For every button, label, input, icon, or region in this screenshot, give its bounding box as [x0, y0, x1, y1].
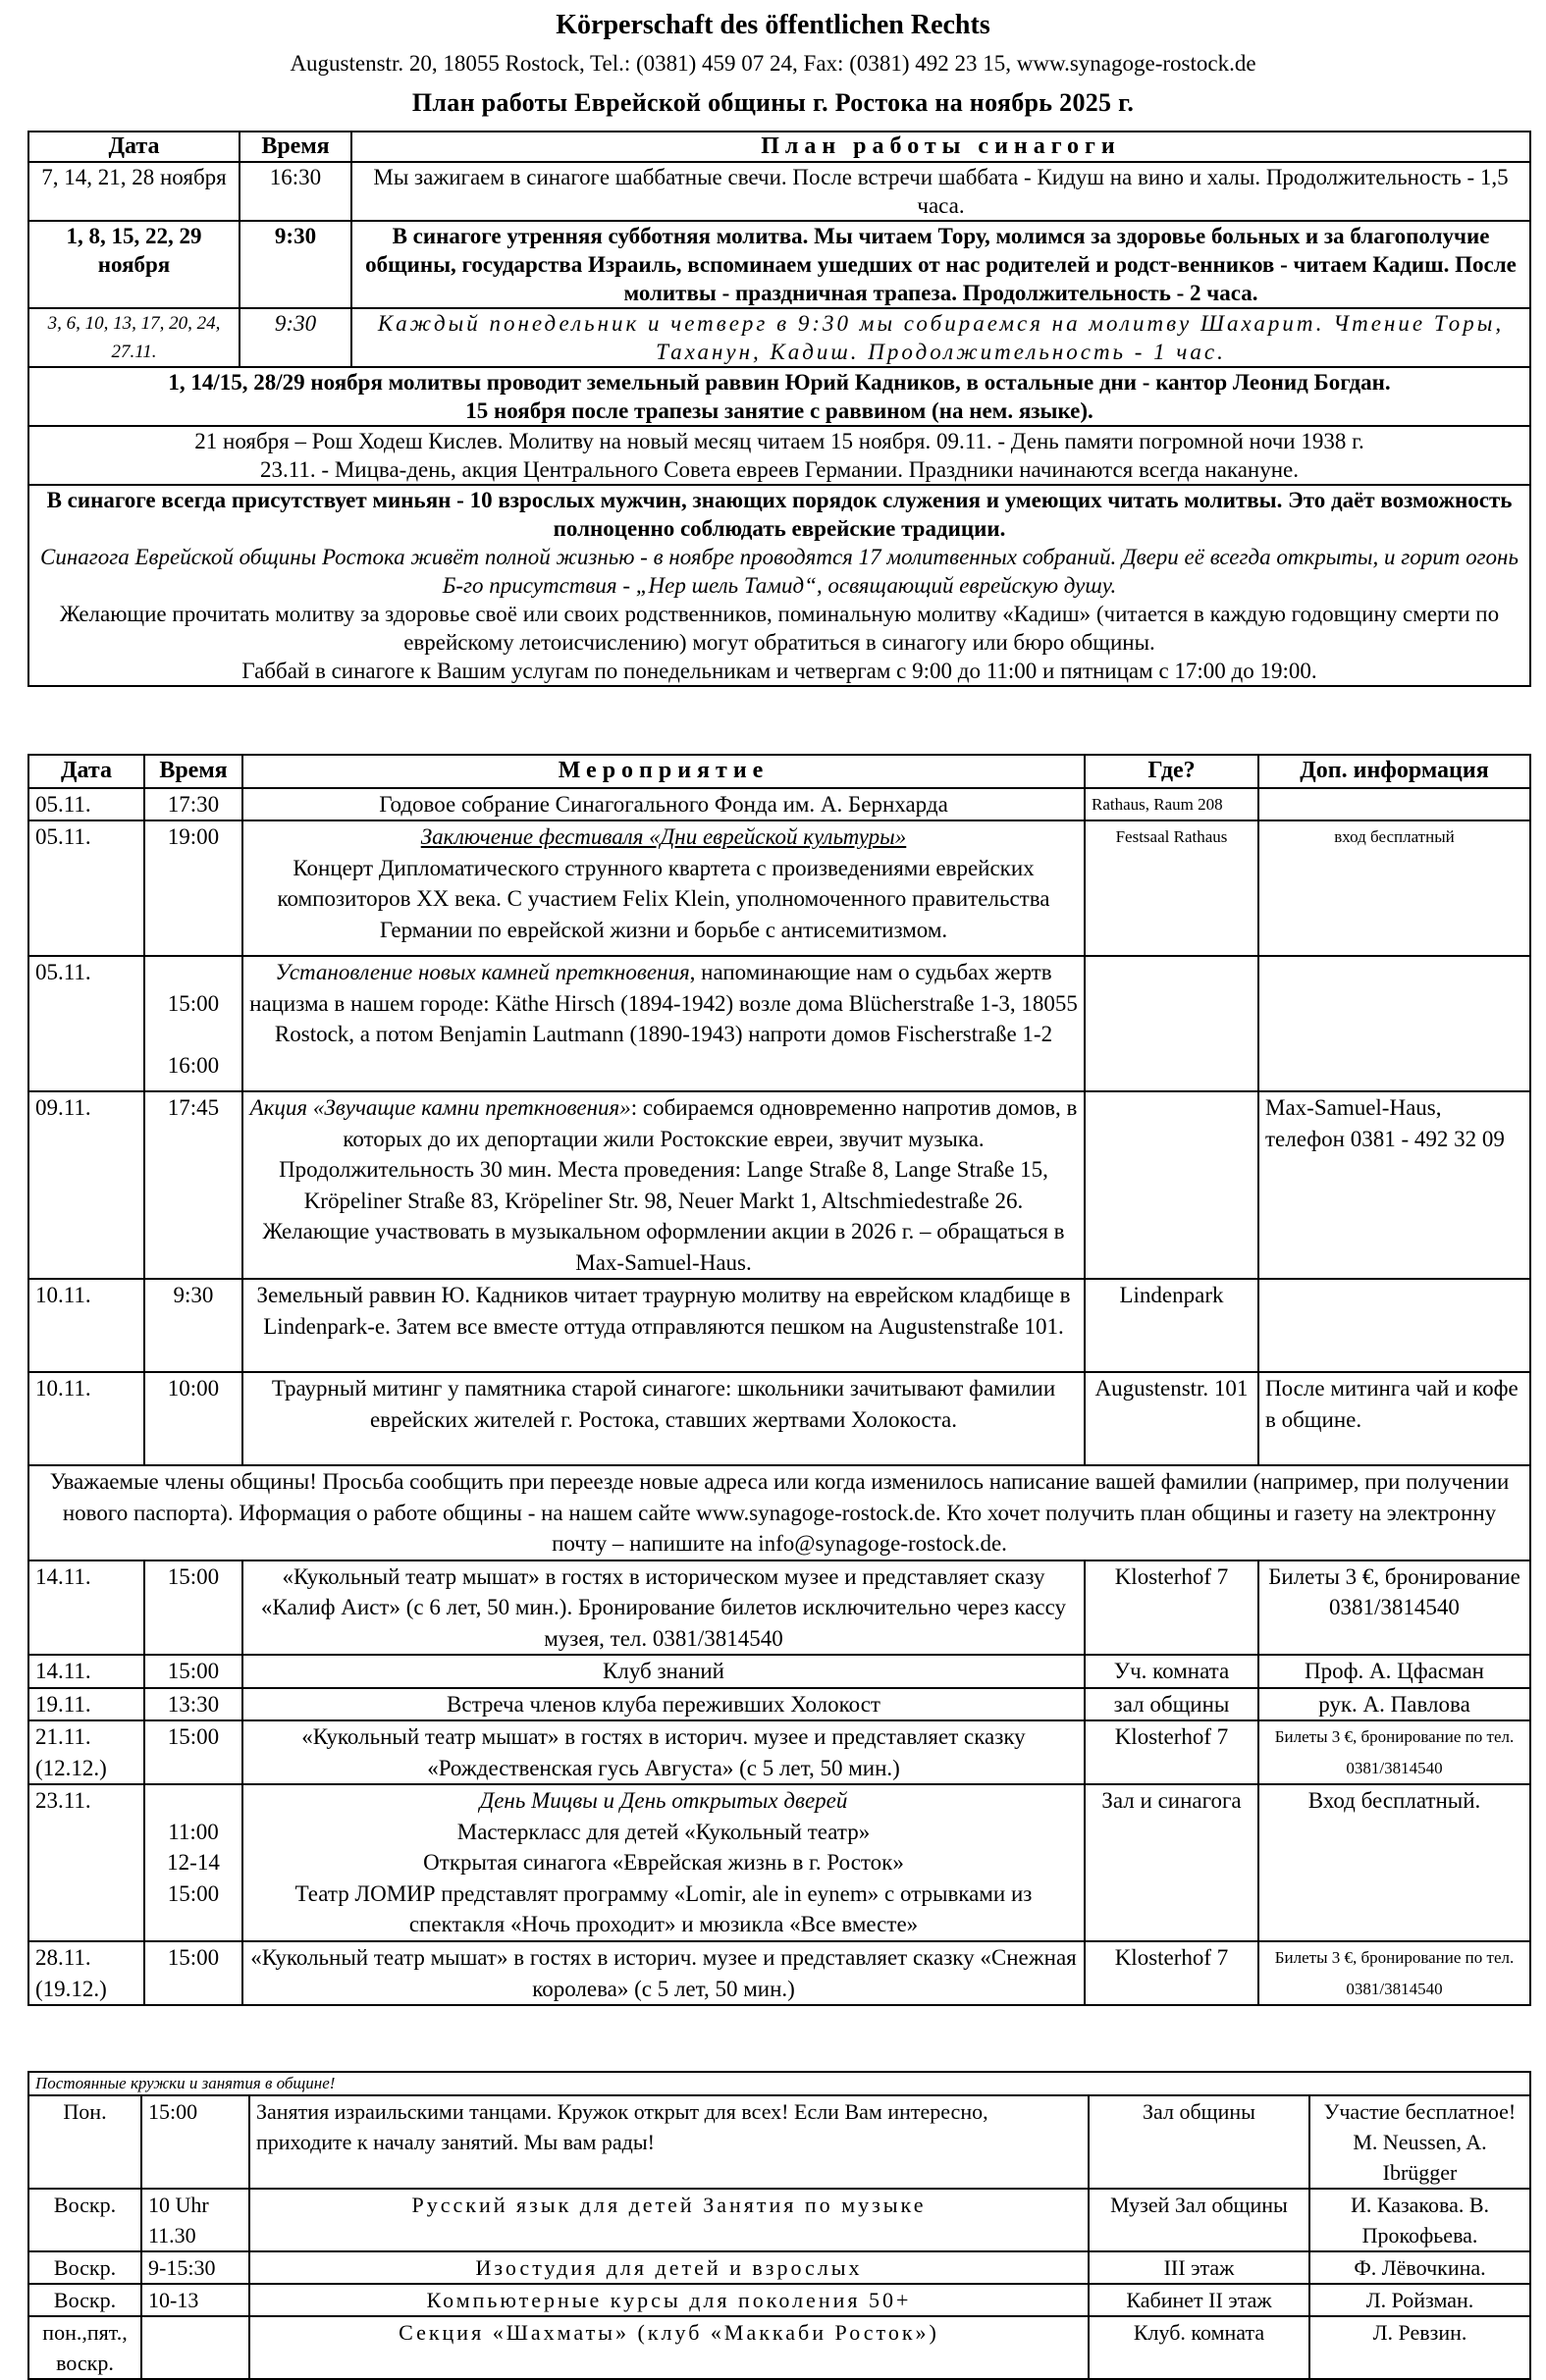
event-date: 14.11. [28, 1560, 144, 1656]
service-description: В синагоге утренняя субботняя молитва. Мы читаем Тору, молимся за здоровье больных и за благополучие общины, государства Израиль, вспоминаем ушедших от нас родителей и родст-венников - читаем Кадиш. После молитвы - праздничная трапеза. Продолжительность - 2 часа. [351, 221, 1530, 308]
event-description [242, 1720, 1085, 1784]
event-text: Открытая синагога «Еврейская жизнь в г. Росток» [423, 1850, 904, 1875]
table-row [28, 788, 1530, 821]
event-time-cell [144, 1784, 242, 1941]
event-description [242, 956, 1085, 1091]
activity-day: Воскр. [28, 2251, 141, 2284]
rabbi-lesson-note: 15 ноября после трапезы занятие с раввином (на нем. языке). [465, 398, 1093, 423]
service-date: 3, 6, 10, 13, 17, 20, 24, 27.11. [28, 308, 240, 367]
table-row [28, 2251, 1530, 2284]
table-row [28, 1720, 1530, 1784]
event-time-cell [144, 956, 242, 1091]
activity-leader: Л. Ройзман. [1309, 2284, 1530, 2316]
event-time [151, 1785, 236, 1817]
service-time: 16:30 [240, 162, 351, 221]
event-time: 13:30 [167, 1691, 220, 1717]
event-time-cell [144, 1279, 242, 1372]
service-time: 9:30 [240, 308, 351, 367]
activity-leader: И. Казакова. В. Прокофьева. [1309, 2189, 1530, 2251]
event-title: День Мицвы и День открытых дверей [479, 1788, 848, 1813]
kaddish-note: Желающие прочитать молитву за здоровье своё или своих родственников, поминальную молитву «Кадиш» (читается в каждую годовщину смерти по еврейскому летоисчислению) могут обратиться в синагогу или бюро общины. [59, 602, 1500, 655]
event-time: 10:00 [167, 1376, 220, 1401]
event-date: 05.11. [28, 820, 144, 956]
activity-location: Клуб. комната [1089, 2316, 1309, 2379]
activity-location: Музей Зал общины [1089, 2189, 1309, 2251]
event-location: Klosterhof 7 [1085, 1560, 1258, 1656]
event-time: 15:00 [167, 990, 220, 1016]
event-location: Klosterhof 7 [1085, 1941, 1258, 2005]
activity-location: III этаж [1089, 2251, 1309, 2284]
event-date: 05.11. [28, 956, 144, 1091]
event-time: 15:00 [167, 1724, 220, 1749]
event-text: : собираемся одновременно напротив домов, в которых до их депортации жили Ростокские евреи, звучит музыка. Продолжительность 30 мин. Места проведения: Lange Straße 8, Lange Straße 15, Kröpeliner Straße 83, Kröpeliner Str. 98, Neuer Markt 1, Altschmiedestraße 26. Желающие участвовать в музыкальном оформлении акции в 2026 г. – обращаться в Max-Samuel-Haus. [262, 1095, 1078, 1275]
event-time-cell [144, 1372, 242, 1465]
table-row [28, 820, 1530, 956]
event-description [242, 1279, 1085, 1372]
event-text: , напоминающие нам о судьбах жертв нацизма в нашем городе: Käthe Hirsch (1894-1942) возле дома Blücherstraße 1-3, 18055 Rostock, а потом Benjamin Lautmann (1890-1943) напроти домов Fischerstraße 1-2 [249, 960, 1078, 1046]
weekly-caption: Постоянные кружки и занятия в общине! [28, 2072, 1530, 2095]
rabbi-note-cell [28, 367, 1530, 426]
event-description [242, 1784, 1085, 1941]
weekly-table-body [28, 2072, 1530, 2379]
table-row [28, 2316, 1530, 2379]
table-row [28, 367, 1530, 426]
event-description [242, 788, 1085, 821]
event-extra-info [1258, 1279, 1530, 1372]
event-text: «Кукольный театр мышат» в гостях в историч. музее и представляет сказку «Рождественская гусь Августа» (с 5 лет, 50 мин.) [301, 1724, 1026, 1780]
event-time: 15:00 [167, 1945, 220, 1970]
event-time: 15:00 [167, 1659, 220, 1683]
event-text: Траурный митинг у памятника старой синагоге: школьники зачитывают фамилии еврейских жителей г. Ростока, ставших жертвами Холокоста. [271, 1376, 1056, 1432]
column-header-event: Мероприятие [242, 755, 1085, 788]
event-text: Земельный раввин Ю. Кадников читает траурную молитву на еврейском кладбище в Lindenpark-е. Затем все вместе оттуда отправляются пешком на Augustenstraße 101. [256, 1283, 1071, 1339]
column-header-info: Доп. информация [1258, 755, 1530, 788]
activity-day: пон.,пят., воскр. [28, 2316, 141, 2379]
holidays-note: 23.11. - Мицва-день, акция Центрального Совета евреев Германии. Праздники начинаются всегда накануне. [260, 457, 1299, 482]
activity-name: Изостудия для детей и взрослых [249, 2251, 1089, 2284]
gabbai-note: Габбай в синагоге к Вашим услугам по понедельникам и четвергам с 9:00 до 11:00 и пятницам с 17:00 до 19:00. [241, 659, 1317, 683]
event-time: 15:00 [167, 1880, 220, 1906]
events-table-body [28, 788, 1530, 2006]
event-location: зал общины [1085, 1688, 1258, 1721]
event-time-cell [144, 1655, 242, 1688]
activity-time: 10-13 [141, 2284, 249, 2316]
table-row [28, 308, 1530, 367]
event-extra-info: Билеты 3 €, бронирование 0381/3814540 [1258, 1560, 1530, 1656]
event-date: 09.11. [28, 1091, 144, 1279]
table-header-row [28, 132, 1530, 162]
event-time-cell [144, 1941, 242, 2005]
table-row [28, 426, 1530, 485]
column-header-where: Где? [1085, 755, 1258, 788]
table-header-row [28, 755, 1530, 788]
holidays-cell [28, 426, 1530, 485]
event-extra-info: Билеты 3 €, бронирование по тел. 0381/3814540 [1258, 1720, 1530, 1784]
activity-name: Занятия израильскими танцами. Кружок открыт для всех! Если Вам интересно, приходите к началу занятий. Мы вам рады! [249, 2095, 1089, 2189]
event-title: Установление новых камней преткновения [275, 960, 690, 984]
event-text: Годовое собрание Синагогального Фонда им. А. Бернхарда [379, 791, 948, 817]
event-time [151, 1019, 236, 1050]
info-cell [28, 485, 1530, 686]
organization-address: Augustenstr. 20, 18055 Rostock, Tel.: (0381) 459 07 24, Fax: (0381) 492 23 15, www.synagoge-rostock.de [290, 51, 1256, 76]
event-extra-info [1258, 956, 1530, 1091]
column-header-date: Дата [28, 132, 240, 162]
event-location: Klosterhof 7 [1085, 1720, 1258, 1784]
table-row [28, 1465, 1530, 1560]
event-date: 28.11. (19.12.) [28, 1941, 144, 2005]
activity-leader: Л. Ревзин. [1309, 2316, 1530, 2379]
activity-name: Русский язык для детей Занятия по музыке [249, 2189, 1089, 2251]
event-time: 19:00 [167, 824, 220, 849]
event-date: 05.11. [28, 788, 144, 821]
table-row [28, 1372, 1530, 1465]
event-location: Rathaus, Raum 208 [1085, 788, 1258, 821]
event-time-cell [144, 1091, 242, 1279]
table-row [28, 221, 1530, 308]
event-description [242, 1655, 1085, 1688]
event-extra-info: рук. А. Павлова [1258, 1688, 1530, 1721]
event-date: 10.11. [28, 1279, 144, 1372]
event-description [242, 1560, 1085, 1656]
event-time: 11:00 [168, 1819, 219, 1844]
event-location: Augustenstr. 101 [1085, 1372, 1258, 1465]
weekly-activities-table [27, 2071, 1531, 2380]
event-title: Акция «Звучащие камни преткновения» [249, 1095, 631, 1120]
event-time: 15:00 [167, 1563, 220, 1589]
event-date: 19.11. [28, 1688, 144, 1721]
activity-leader: Участие бесплатное! M. Neussen, A. Ibrügger [1309, 2095, 1530, 2189]
event-description [242, 1941, 1085, 2005]
activity-location: Кабинет II этаж [1089, 2284, 1309, 2316]
table-row [28, 1560, 1530, 1656]
event-extra-info: Билеты 3 €, бронирование по тел. 0381/3814540 [1258, 1941, 1530, 2005]
event-text: Мастеркласс для детей «Кукольный театр» [456, 1819, 871, 1844]
event-extra-info: вход бесплатный [1258, 820, 1530, 956]
event-date: 23.11. [28, 1784, 144, 1941]
rabbi-note: 1, 14/15, 28/29 ноября молитвы проводит земельный раввин Юрий Кадников, в остальные дни - кантор Леонид Богдан. [168, 370, 1391, 395]
service-time: 9:30 [240, 221, 351, 308]
activity-location: Зал общины [1089, 2095, 1309, 2189]
organization-name: Körperschaft des öffentlichen Rechts [556, 10, 990, 40]
table-row [28, 1941, 1530, 2005]
activity-time: 9-15:30 [141, 2251, 249, 2284]
table-row [28, 485, 1530, 686]
event-location [1085, 956, 1258, 1091]
event-time-cell [144, 1720, 242, 1784]
event-date: 10.11. [28, 1372, 144, 1465]
activity-time: 10 Uhr 11.30 [141, 2189, 249, 2251]
event-location: Lindenpark [1085, 1279, 1258, 1372]
event-text: «Кукольный театр мышат» в гостях в историческом музее и представляет сказу «Калиф Аист» (с 6 лет, 50 мин.). Бронирование билетов исключительно через кассу музея, тел. 0381/3814540 [260, 1563, 1067, 1651]
minyan-note: В синагоге всегда присутствует миньян - 10 взрослых мужчин, знающих порядок служения и умеющих читать молитвы. Это даёт возможность полноценно соблюдать еврейские традиции. [46, 488, 1513, 541]
column-header-date: Дата [28, 755, 144, 788]
column-header-time: Время [144, 755, 242, 788]
event-location [1085, 1091, 1258, 1279]
plan-title: План работы Еврейской общины г. Ростока на ноябрь 2025 г. [411, 88, 1135, 117]
event-time-cell [144, 788, 242, 821]
table-row [28, 1091, 1530, 1279]
event-extra-info: Вход бесплатный. [1258, 1784, 1530, 1941]
table-row [28, 1688, 1530, 1721]
synagogue-plan-table [27, 131, 1531, 687]
event-description [242, 820, 1085, 956]
activity-name: Секция «Шахматы» (клуб «Маккаби Росток») [249, 2316, 1089, 2379]
table-row [28, 162, 1530, 221]
event-time: 17:45 [167, 1095, 220, 1120]
event-description [242, 1372, 1085, 1465]
service-description: Каждый понедельник и четверг в 9:30 мы собираемся на молитву Шахарит. Чтение Торы, Таханун, Кадиш. Продолжительность - 1 час. [351, 308, 1530, 367]
table-row [28, 2189, 1530, 2251]
event-time-cell [144, 1688, 242, 1721]
activity-time [141, 2316, 249, 2379]
activity-day: Воскр. [28, 2189, 141, 2251]
event-extra-info: Проф. А. Цфасман [1258, 1655, 1530, 1688]
event-time: 16:00 [167, 1052, 220, 1078]
activity-day: Пон. [28, 2095, 141, 2189]
event-time-cell [144, 1560, 242, 1656]
event-time: 17:30 [167, 791, 220, 817]
event-time: 12-14 [167, 1850, 220, 1875]
table-row [28, 1279, 1530, 1372]
event-date: 14.11. [28, 1655, 144, 1688]
event-text: Встреча членов клуба переживших Холокост [447, 1691, 880, 1717]
event-description [242, 1688, 1085, 1721]
event-extra-info: Max-Samuel-Haus, телефон 0381 - 492 32 09 [1258, 1091, 1530, 1279]
column-header-time: Время [240, 132, 351, 162]
table-caption-row [28, 2072, 1530, 2095]
event-time [151, 957, 236, 988]
event-date: 21.11. (12.12.) [28, 1720, 144, 1784]
event-text: «Кукольный театр мышат» в гостях в историч. музее и представляет сказку «Снежная королева» (с 5 лет, 50 мин.) [250, 1945, 1077, 2001]
service-date: 1, 8, 15, 22, 29 ноября [28, 221, 240, 308]
activity-day: Воскр. [28, 2284, 141, 2316]
holidays-note: 21 ноября – Рош Ходеш Кислев. Молитву на новый месяц читаем 15 ноября. 09.11. - День памяти погромной ночи 1938 г. [194, 429, 1364, 453]
table-row [28, 2095, 1530, 2189]
event-time-cell [144, 820, 242, 956]
event-text: Концерт Дипломатического струнного квартета с произведениями еврейских композиторов XX века. С участием Felix Klein, уполномоченного правительства Германии по еврейской жизни и борьбе с антисемитизмом. [277, 855, 1050, 942]
event-text: Театр ЛОМИР представлят программу «Lomir, ale in eynem» с отрывками из спектакля «Ночь проходит» и мюзикла «Все вместе» [294, 1880, 1033, 1936]
service-description: Мы зажигаем в синагоге шаббатные свечи. После встречи шаббата - Кидуш на вино и халы. Продолжительность - 1,5 часа. [351, 162, 1530, 221]
event-extra-info: После митинга чай и кофе в общине. [1258, 1372, 1530, 1465]
service-date: 7, 14, 21, 28 ноября [28, 162, 240, 221]
activity-leader: Ф. Лёвочкина. [1309, 2251, 1530, 2284]
event-extra-info [1258, 788, 1530, 821]
event-location: Уч. комната [1085, 1655, 1258, 1688]
table-row [28, 956, 1530, 1091]
event-location: Зал и синагога [1085, 1784, 1258, 1941]
event-time: 9:30 [173, 1283, 214, 1307]
table-row [28, 2284, 1530, 2316]
activity-time: 15:00 [141, 2095, 249, 2189]
table-row [28, 1784, 1530, 1941]
member-notice: Уважаемые члены общины! Просьба сообщить при переезде новые адреса или когда изменилось написание вашей фамилии (например, при получении нового паспорта). Иформация о работе общины - на нашем сайте www.synagoge-rostock.de. Кто хочет получить план общины и газету на электронну почту – напишите на info@synagoge-rostock.de. [28, 1465, 1530, 1560]
living-synagogue-note: Синагога Еврейской общины Ростока живёт полной жизнью - в ноябре проводятся 17 молитвенных собраний. Двери её всегда открыты, и горит огонь Б-го присутствия - „Нер шель Тамид“, освящающий еврейскую душу. [40, 545, 1519, 598]
event-text: Клуб знаний [603, 1659, 724, 1683]
table-row [28, 1655, 1530, 1688]
column-header-plan: План работы синагоги [351, 132, 1530, 162]
event-description [242, 1091, 1085, 1279]
event-title: Заключение фестиваля «Дни еврейской культуры» [420, 824, 907, 849]
events-table [27, 754, 1531, 2006]
event-location: Festsaal Rathaus [1085, 820, 1258, 956]
activity-name: Компьютерные курсы для поколения 50+ [249, 2284, 1089, 2316]
